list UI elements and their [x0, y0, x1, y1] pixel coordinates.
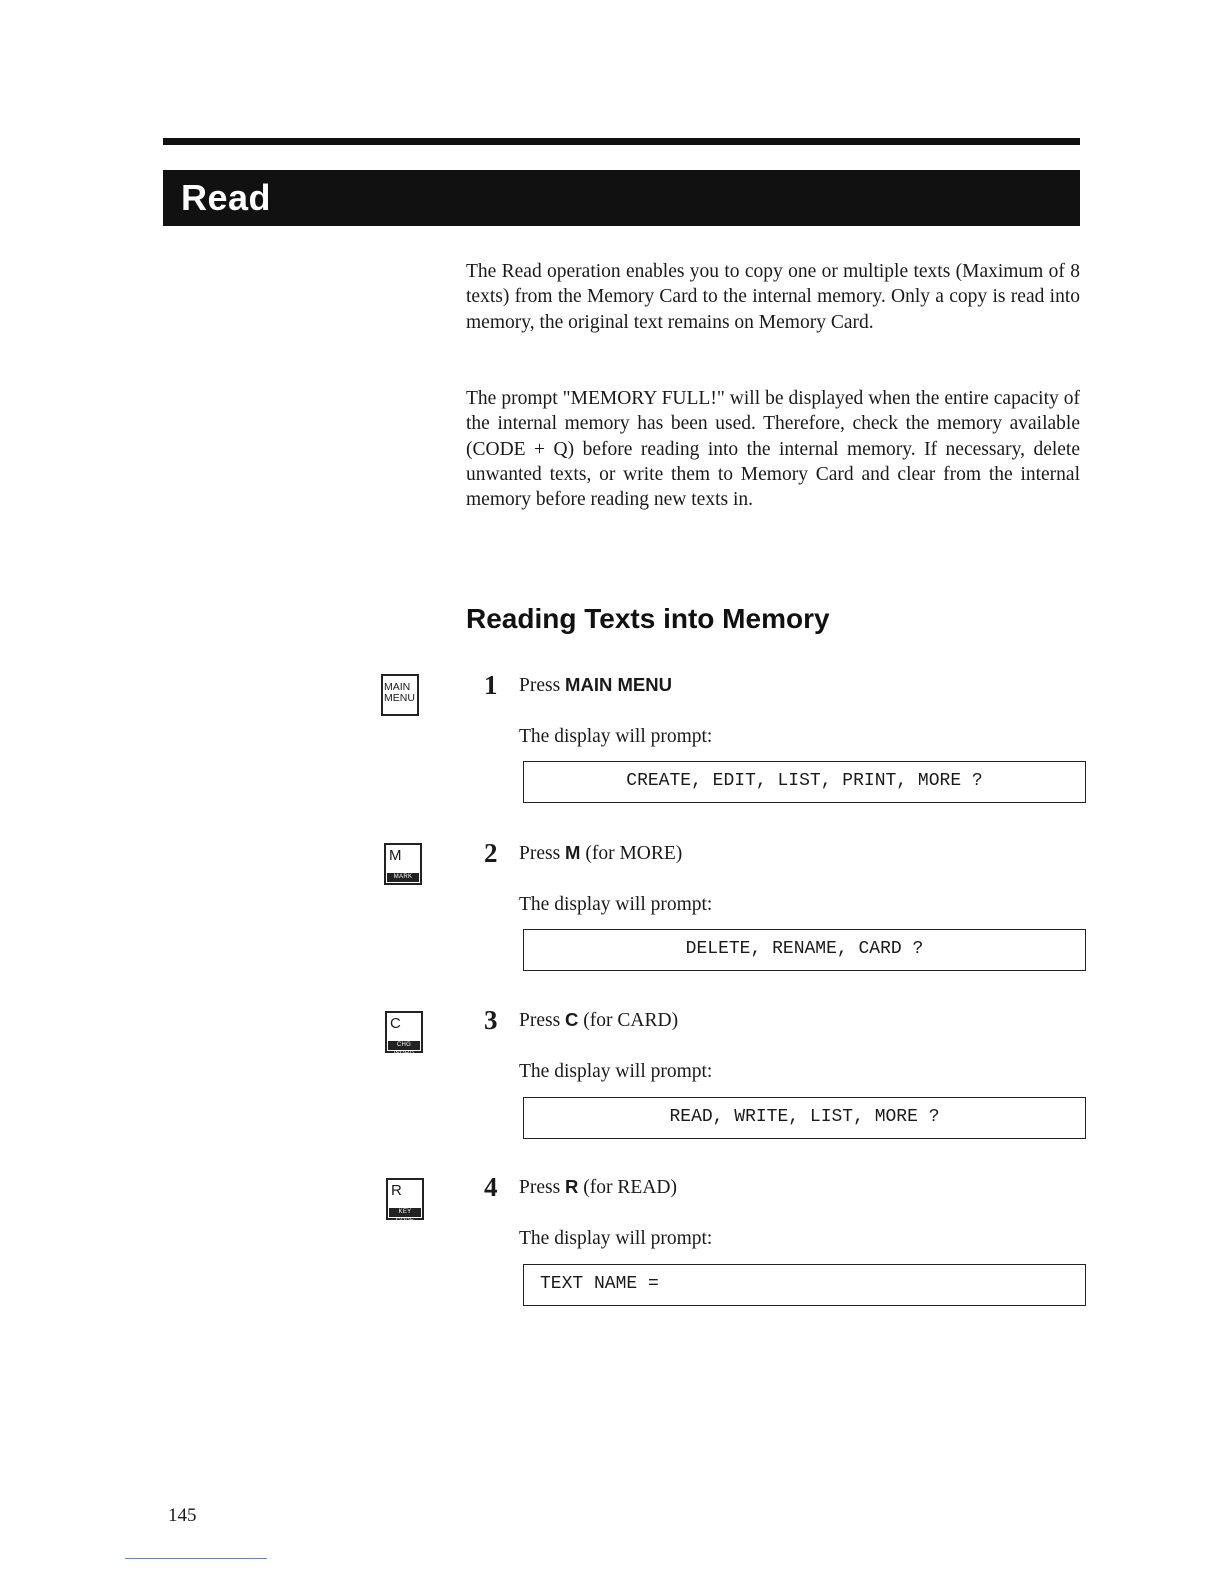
- m-key-icon: [384, 843, 422, 885]
- step-prompt: The display will prompt:: [519, 1061, 713, 1082]
- page-number: 145: [168, 1505, 197, 1526]
- key-label: MAIN MENU: [384, 681, 415, 704]
- key-label: R: [391, 1182, 402, 1199]
- key-sublabel: CHG WORD: [388, 1041, 420, 1050]
- intro-paragraph-1: The Read operation enables you to copy one or multiple texts (Maximum of 8 texts) from the Memory Card to the internal memory. Only a copy is read into memory, the original text remains on Memory Card.: [466, 261, 1080, 333]
- key-name: C: [565, 1009, 579, 1030]
- key-sublabel: MARK: [387, 873, 419, 882]
- step-instruction: Press R (for READ): [519, 1176, 677, 1198]
- intro-paragraph-2: The prompt "MEMORY FULL!" will be displayed when the entire capacity of the internal memory has been used. Therefore, check the memory available (CODE + Q) before reading into the internal memory. If necessary, delete unwanted texts, or write them to Memory Card and clear from the internal memory before reading new texts in.: [466, 388, 1080, 511]
- step-number: 1: [484, 670, 498, 700]
- key-name: M: [565, 842, 581, 863]
- step-prompt: The display will prompt:: [519, 726, 713, 747]
- top-rule: [163, 138, 1080, 145]
- step-instruction: Press MAIN MENU: [519, 674, 672, 696]
- display-prompt-box: TEXT NAME =: [523, 1264, 1086, 1306]
- key-sublabel: KEY CODE: [389, 1208, 421, 1217]
- key-label: M: [389, 847, 402, 864]
- main-menu-key-icon: [381, 674, 419, 716]
- display-prompt-box: CREATE, EDIT, LIST, PRINT, MORE ?: [523, 761, 1086, 803]
- section-heading: Reading Texts into Memory: [466, 603, 830, 634]
- key-label: C: [390, 1015, 401, 1032]
- step-instruction: Press M (for MORE): [519, 842, 683, 864]
- step-number: 3: [484, 1005, 498, 1035]
- display-prompt-box: READ, WRITE, LIST, MORE ?: [523, 1097, 1086, 1139]
- r-key-icon: [386, 1178, 424, 1224]
- step-number: 2: [484, 838, 498, 868]
- step-prompt: The display will prompt:: [519, 894, 713, 915]
- step-prompt: The display will prompt:: [519, 1228, 713, 1249]
- step-instruction: Press C (for CARD): [519, 1009, 679, 1031]
- footer-rule: [125, 1558, 267, 1559]
- title-bar: [163, 170, 1080, 226]
- page-title: Read: [181, 177, 272, 218]
- key-name: R: [565, 1176, 579, 1197]
- step-number: 4: [484, 1172, 498, 1202]
- display-prompt-box: DELETE, RENAME, CARD ?: [523, 929, 1086, 971]
- c-key-icon: [385, 1011, 423, 1057]
- key-name: MAIN MENU: [565, 674, 672, 695]
